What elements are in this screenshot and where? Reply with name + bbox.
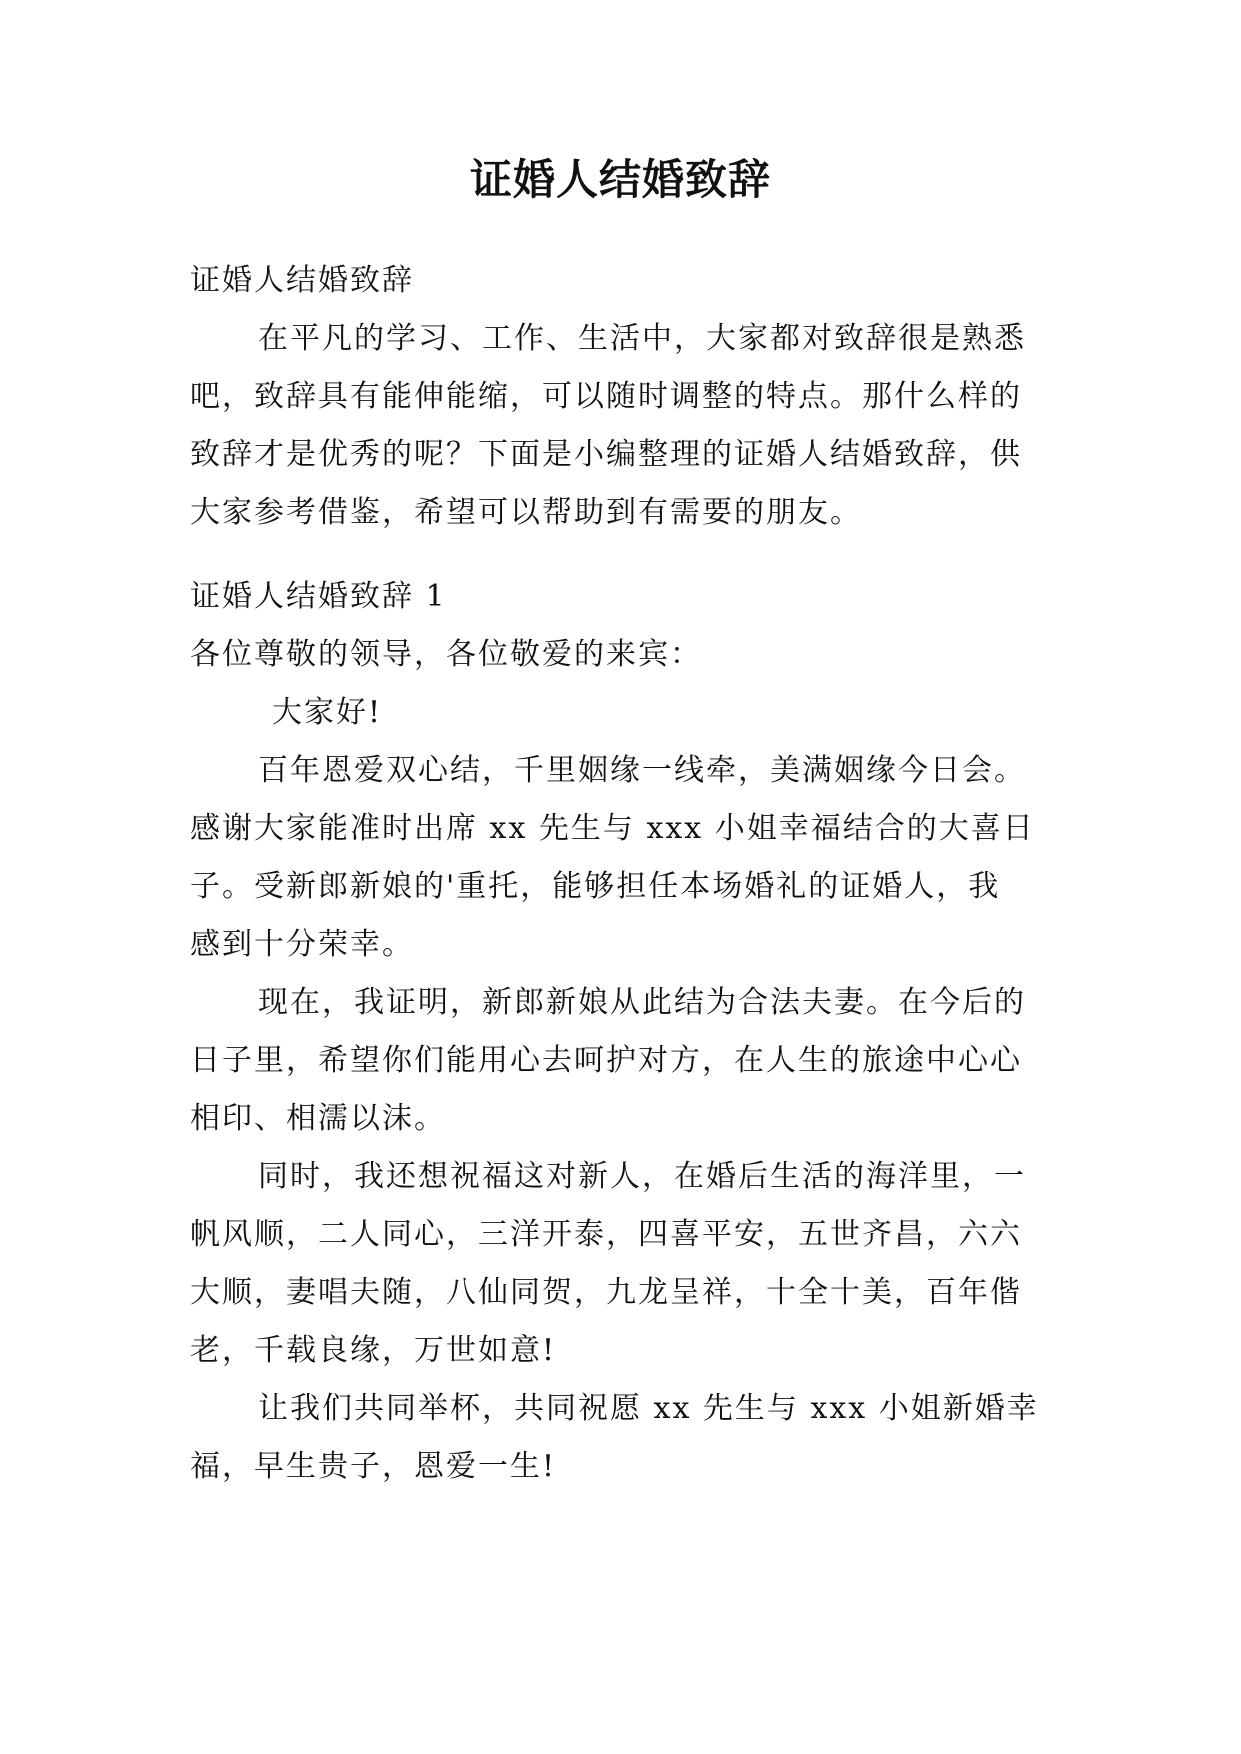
speech-section bbox=[190, 568, 1050, 1496]
paragraph-line: 帆风顺，二人同心，三洋开泰，四喜平安，五世齐昌，六六 bbox=[190, 1217, 1022, 1252]
paragraph-line: 感到十分荣幸。 bbox=[190, 927, 414, 962]
paragraph-line: 让我们共同举杯，共同祝愿 xx 先生与 xxx 小姐新婚幸 bbox=[258, 1391, 1039, 1426]
salutation: 各位尊敬的领导，各位敬爱的来宾： bbox=[190, 637, 702, 672]
section-title: 证婚人结婚致辞 1 bbox=[190, 579, 447, 614]
paragraph-line: 百年恩爱双心结，千里姻缘一线牵，美满姻缘今日会。 bbox=[258, 753, 1026, 788]
paragraph-line: 大顺，妻唱夫随，八仙同贺，九龙呈祥，十全十美，百年偕 bbox=[190, 1275, 1022, 1310]
intro-line: 在平凡的学习、工作、生活中，大家都对致辞很是熟悉 bbox=[258, 321, 1026, 356]
paragraph-line: 日子里，希望你们能用心去呵护对方，在人生的旅途中心心 bbox=[190, 1043, 1022, 1078]
paragraph-line: 老，千载良缘，万世如意! bbox=[190, 1333, 557, 1368]
paragraph-line: 同时，我还想祝福这对新人，在婚后生活的海洋里，一 bbox=[258, 1159, 1026, 1194]
paragraph-line: 福，早生贵子，恩爱一生! bbox=[190, 1449, 557, 1484]
paragraph-line: 现在，我证明，新郎新娘从此结为合法夫妻。在今后的 bbox=[258, 985, 1026, 1020]
greeting: 大家好! bbox=[272, 695, 383, 730]
paragraph-line: 相印、相濡以沫。 bbox=[190, 1101, 446, 1136]
intro-line: 大家参考借鉴，希望可以帮助到有需要的朋友。 bbox=[190, 495, 862, 530]
document-body bbox=[190, 252, 1050, 542]
paragraph-line: 子。受新郎新娘的'重托，能够担任本场婚礼的证婚人，我 bbox=[190, 869, 1001, 904]
subheading: 证婚人结婚致辞 bbox=[190, 263, 414, 298]
intro-line: 致辞才是优秀的呢？下面是小编整理的证婚人结婚致辞，供 bbox=[190, 437, 1022, 472]
document-title: 证婚人结婚致辞 bbox=[469, 155, 771, 204]
intro-line: 吧，致辞具有能伸能缩，可以随时调整的特点。那什么样的 bbox=[190, 379, 1022, 414]
paragraph-line: 感谢大家能准时出席 xx 先生与 xxx 小姐幸福结合的大喜日 bbox=[190, 811, 1035, 846]
